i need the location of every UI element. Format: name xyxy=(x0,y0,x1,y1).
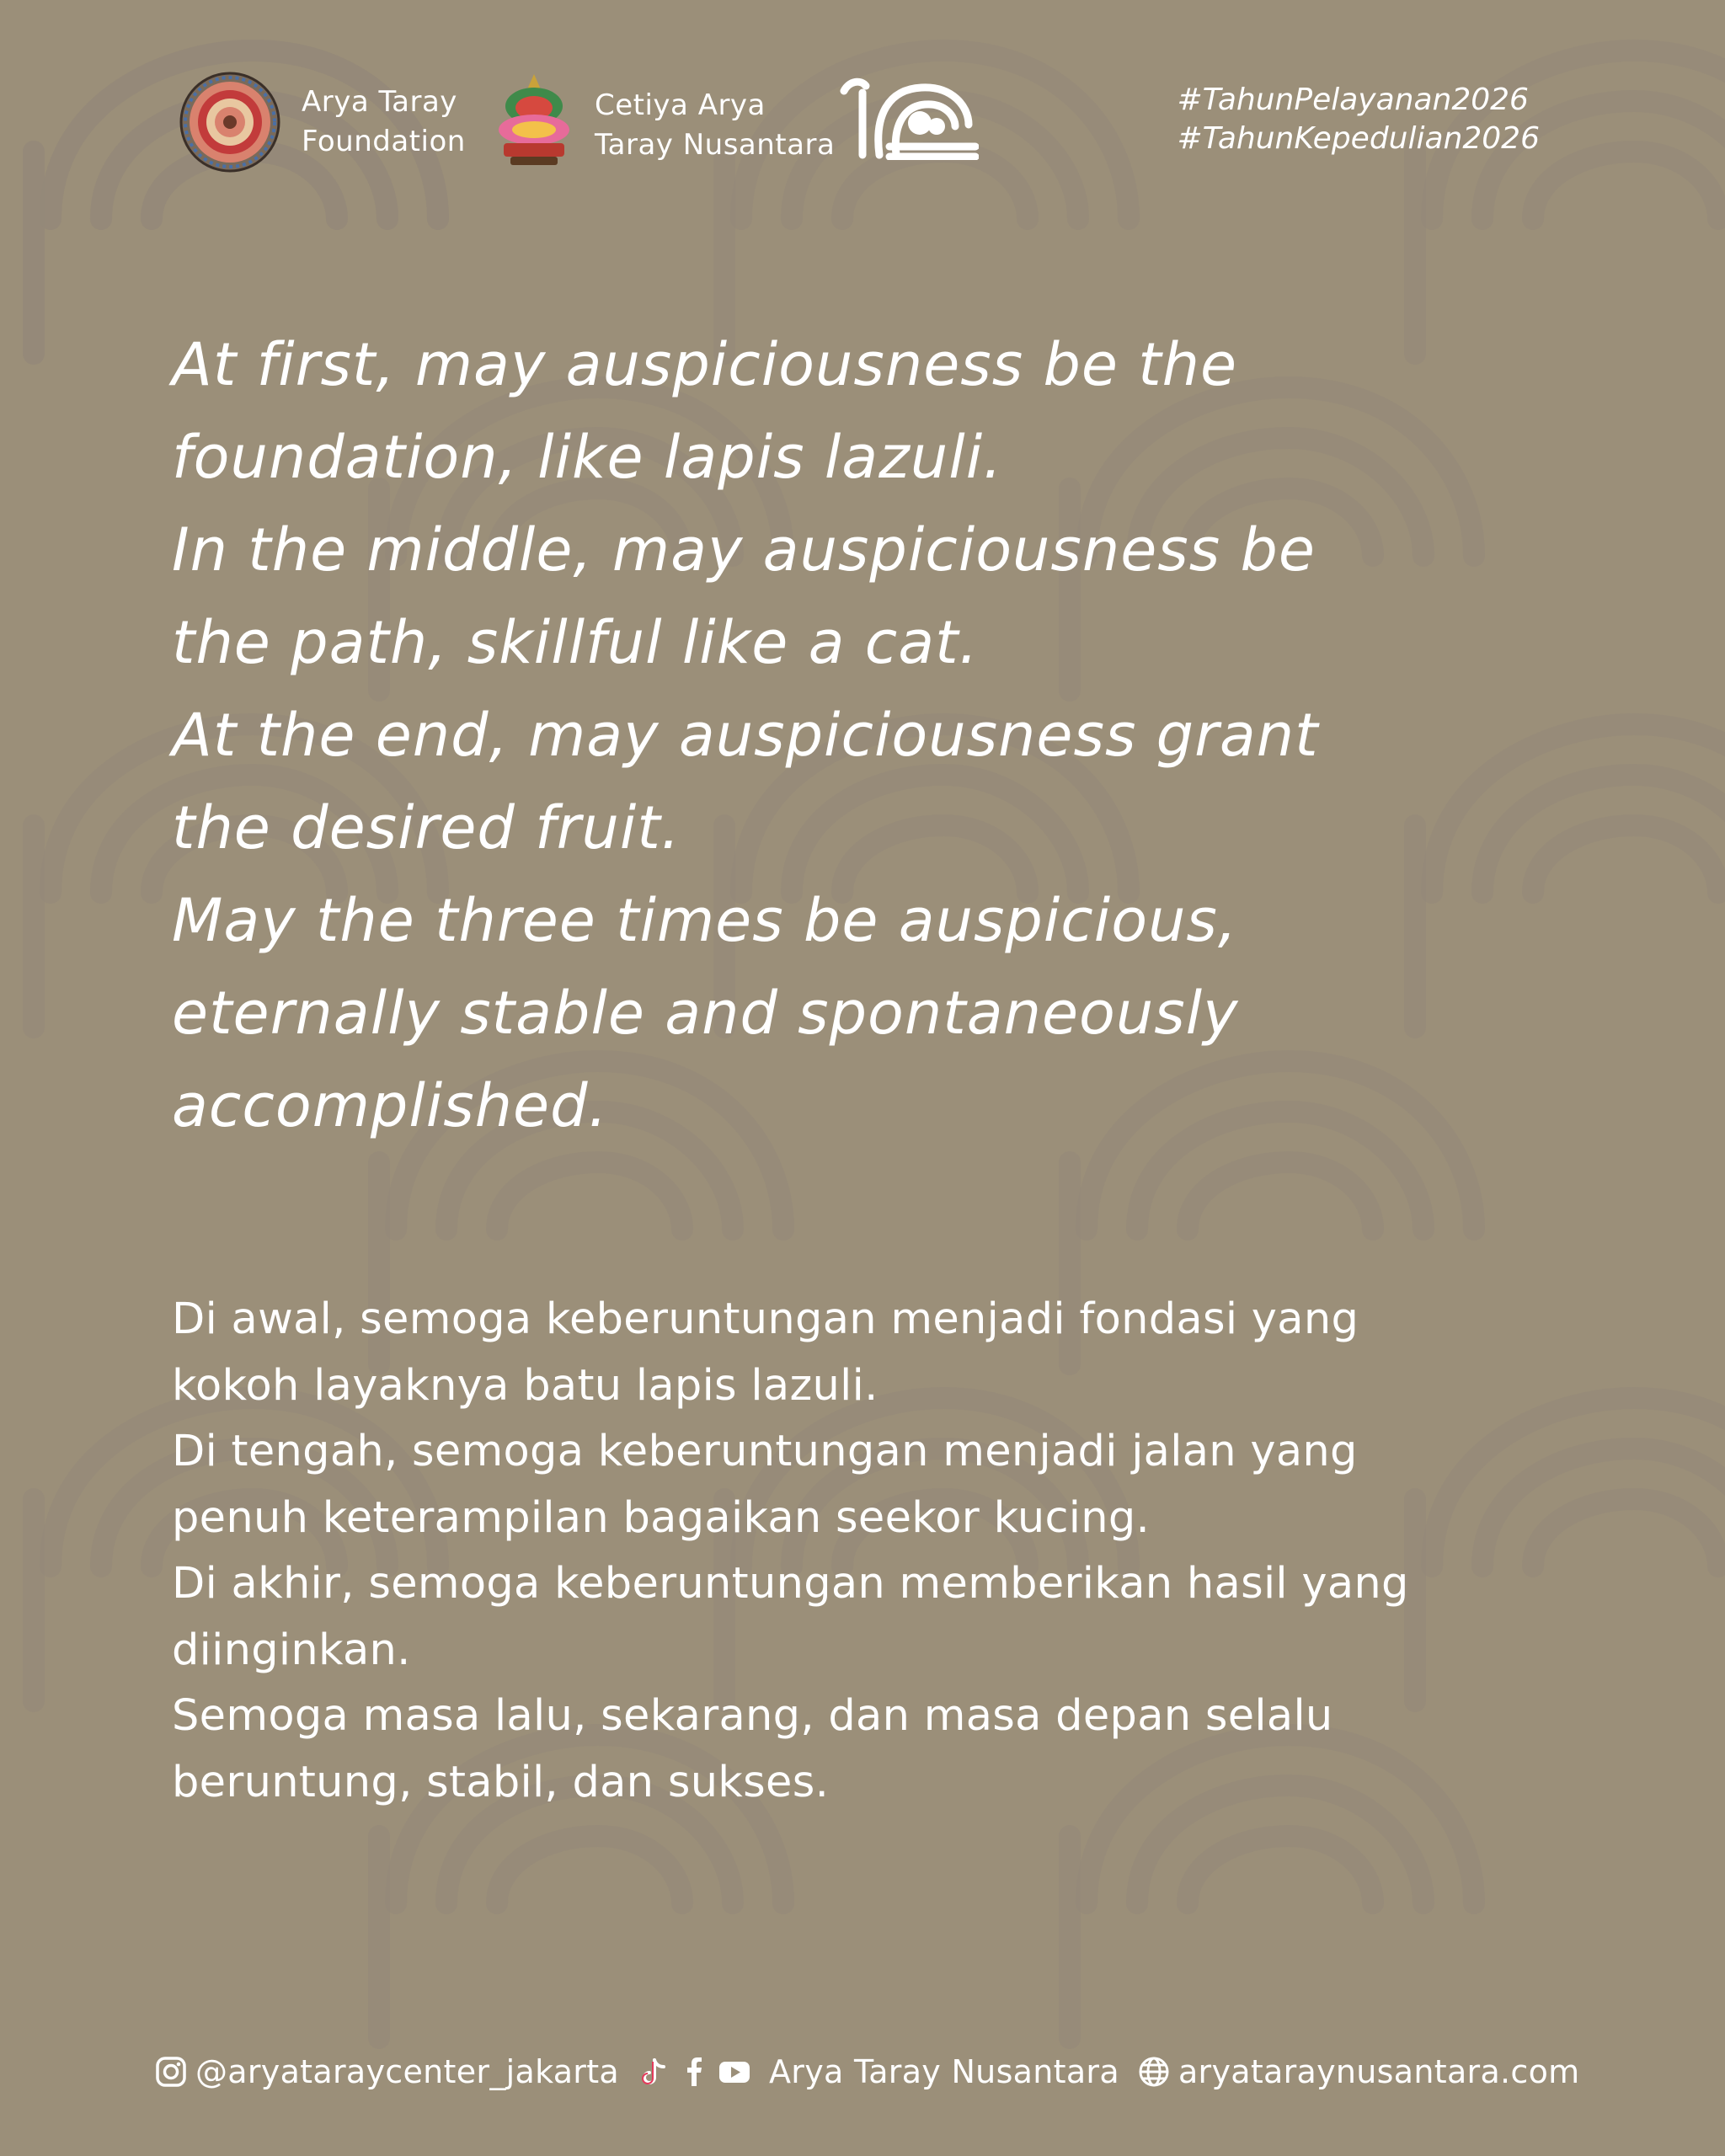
english-line: eternally stable and spontaneously xyxy=(172,979,1239,1048)
channels-name[interactable]: Arya Taray Nusantara xyxy=(769,2053,1119,2090)
english-line: the desired fruit. xyxy=(172,793,681,862)
indonesian-line: kokoh layaknya batu lapis lazuli. xyxy=(172,1360,879,1411)
english-line: accomplished. xyxy=(172,1071,608,1140)
hashtag-1: #TahunPelayanan2026 xyxy=(1177,83,1529,117)
english-line: In the middle, may auspiciousness be xyxy=(172,515,1316,584)
indonesian-line: penuh keterampilan bagaikan seekor kucing. xyxy=(172,1492,1151,1543)
website-link[interactable]: aryataraynusantara.com xyxy=(1178,2053,1580,2090)
org2-name xyxy=(595,86,835,165)
english-verse xyxy=(172,318,1553,1152)
facebook-icon[interactable] xyxy=(678,2056,710,2088)
cetiya-arya-taray-logo xyxy=(492,71,576,170)
indonesian-line: Di tengah, semoga keberuntungan menjadi jalan yang xyxy=(172,1427,1358,1476)
hashtags xyxy=(1177,81,1540,158)
english-line: foundation, like lapis lazuli. xyxy=(172,423,1003,492)
arya-taray-foundation-logo xyxy=(179,71,281,173)
indonesian-line: diinginkan. xyxy=(172,1625,411,1675)
org2-line2: Taray Nusantara xyxy=(595,128,836,162)
indonesian-line: Di awal, semoga keberuntungan menjadi fondasi yang xyxy=(172,1294,1359,1344)
english-line: May the three times be auspicious, xyxy=(172,886,1238,955)
english-line: the path, skillful like a cat. xyxy=(172,608,979,677)
swirl-brand-logo xyxy=(837,74,979,160)
org1-line1: Arya Taray xyxy=(302,85,457,119)
header xyxy=(0,0,1725,185)
tiktok-icon[interactable] xyxy=(638,2056,670,2088)
youtube-icon[interactable] xyxy=(718,2056,750,2088)
english-line: At first, may auspiciousness be the xyxy=(172,330,1238,399)
globe-icon xyxy=(1138,2056,1170,2088)
instagram-icon xyxy=(155,2056,187,2088)
org1-line2: Foundation xyxy=(302,125,466,158)
footer xyxy=(155,2048,1579,2095)
hashtag-2: #TahunKepedulian2026 xyxy=(1177,121,1540,156)
indonesian-line: Di akhir, semoga keberuntungan memberikan hasil yang xyxy=(172,1559,1409,1609)
org2-line1: Cetiya Arya xyxy=(595,88,766,122)
instagram-handle[interactable]: @aryataraycenter_jakarta xyxy=(195,2053,619,2090)
english-line: At the end, may auspiciousness grant xyxy=(172,701,1319,770)
org1-name xyxy=(302,83,466,162)
indonesian-line: beruntung, stabil, dan sukses. xyxy=(172,1757,830,1807)
indonesian-line: Semoga masa lalu, sekarang, dan masa depan selalu xyxy=(172,1691,1333,1741)
indonesian-verse xyxy=(172,1287,1570,1816)
